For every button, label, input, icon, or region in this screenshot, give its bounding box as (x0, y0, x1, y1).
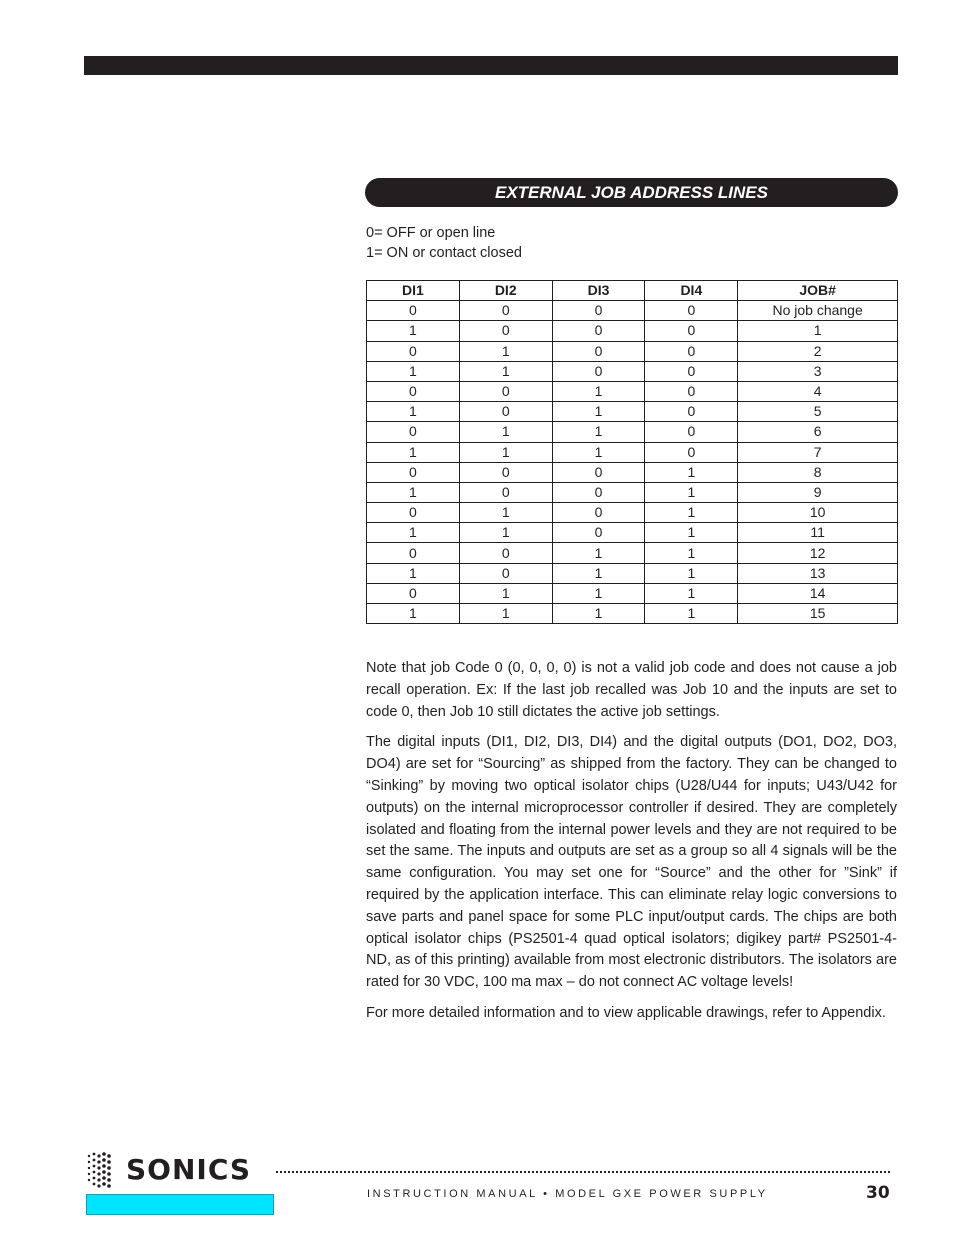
table-row (367, 321, 898, 341)
footer-dotted-rule (276, 1171, 890, 1173)
di1-cell: 0 (367, 583, 460, 603)
di1-cell: 0 (367, 381, 460, 401)
di2-cell: 1 (459, 503, 552, 523)
di1-cell: 0 (367, 503, 460, 523)
job-number-cell: 12 (738, 543, 898, 563)
di2-cell: 0 (459, 381, 552, 401)
table-row (367, 462, 898, 482)
table-row (367, 442, 898, 462)
di3-cell: 1 (552, 402, 645, 422)
legend (366, 224, 522, 263)
table-row (367, 543, 898, 563)
di4-cell: 1 (645, 563, 738, 583)
table-header-row (367, 281, 898, 301)
di1-cell: 1 (367, 442, 460, 462)
job-address-table (366, 280, 898, 624)
job-number-cell: 5 (738, 402, 898, 422)
job-number-cell: 8 (738, 462, 898, 482)
table-row (367, 583, 898, 603)
di2-cell: 1 (459, 422, 552, 442)
di1-cell: 1 (367, 604, 460, 624)
di1-cell: 1 (367, 563, 460, 583)
section-title: EXTERNAL JOB ADDRESS LINES (365, 178, 898, 207)
di1-cell: 1 (367, 321, 460, 341)
table-row (367, 341, 898, 361)
job-number-cell: 15 (738, 604, 898, 624)
di4-cell: 1 (645, 482, 738, 502)
di4-cell: 0 (645, 442, 738, 462)
job-number-cell: 10 (738, 503, 898, 523)
logo-text: SONICS (126, 1153, 252, 1186)
table-row (367, 563, 898, 583)
di3-cell: 0 (552, 462, 645, 482)
job-number-cell: 11 (738, 523, 898, 543)
di3-cell: 1 (552, 604, 645, 624)
table-row (367, 301, 898, 321)
di3-cell: 0 (552, 301, 645, 321)
legend-off-line: 0= OFF or open line (366, 225, 496, 241)
di3-cell: 1 (552, 543, 645, 563)
job-number-cell: 1 (738, 321, 898, 341)
page-number: 30 (866, 1183, 890, 1203)
paragraph-job-code-note: Note that job Code 0 (0, 0, 0, 0) is not a valid job code and does not cause a job recall operation. Ex: If the last job recalled was Job 10 and the inputs are set to code 0, then Job 10 still dictates the active job settings. (366, 660, 897, 720)
job-number-cell: 3 (738, 361, 898, 381)
di4-cell: 1 (645, 583, 738, 603)
job-number-cell: 7 (738, 442, 898, 462)
di4-cell: 1 (645, 543, 738, 563)
di1-cell: 0 (367, 301, 460, 321)
job-number-cell: 13 (738, 563, 898, 583)
di1-cell: 1 (367, 523, 460, 543)
paragraph-digital-io: The digital inputs (DI1, DI2, DI3, DI4) and the digital outputs (DO1, DO2, DO3, DO4) are set for “Sourcing” as shipped from the factory. They can be changed to “Sinking” by moving two optical isolator chips (U28/U44 for inputs; U43/U42 for outputs) on the internal microprocessor controller if desired. They are completely isolated and floating from the internal power levels and they are not required to be set the same. The inputs and outputs are set as a group so all 4 signals will be the same configuration. You may set one for “Source” and the other for ”Sink” if required by the application interface. This can eliminate relay logic conversions to save parts and panel space for some PLC input/output cards. The chips are both optical isolator chips (PS2501-4 quad optical isolators; digikey part# PS2501-4-ND, as of this printing) available from most electronic distributors. The isolators are rated for 30 VDC, 100 ma max – do not connect AC voltage levels! (366, 734, 897, 991)
di2-cell: 0 (459, 563, 552, 583)
di4-cell: 0 (645, 321, 738, 341)
di3-cell: 0 (552, 503, 645, 523)
table-row (367, 422, 898, 442)
di4-cell: 0 (645, 381, 738, 401)
di2-cell: 0 (459, 301, 552, 321)
di2-cell: 0 (459, 462, 552, 482)
di3-cell: 0 (552, 361, 645, 381)
di1-cell: 0 (367, 341, 460, 361)
di2-cell: 0 (459, 321, 552, 341)
di4-cell: 0 (645, 341, 738, 361)
footer-manual-title: INSTRUCTION MANUAL • MODEL GXE POWER SUPPLY (367, 1188, 768, 1200)
di2-cell: 1 (459, 523, 552, 543)
table-row (367, 604, 898, 624)
di3-cell: 1 (552, 422, 645, 442)
job-number-cell: 4 (738, 381, 898, 401)
sonics-logo (86, 1150, 276, 1190)
legend-on-line: 1= ON or contact closed (366, 244, 522, 261)
job-number-cell: 14 (738, 583, 898, 603)
di3-cell: 1 (552, 442, 645, 462)
table-row (367, 503, 898, 523)
di1-cell: 0 (367, 462, 460, 482)
di3-cell: 1 (552, 563, 645, 583)
di4-cell: 0 (645, 422, 738, 442)
job-number-cell: No job change (738, 301, 898, 321)
di1-cell: 1 (367, 482, 460, 502)
di4-cell: 0 (645, 402, 738, 422)
di2-cell: 0 (459, 482, 552, 502)
table-row (367, 361, 898, 381)
di3-cell: 0 (552, 523, 645, 543)
header-di1: DI1 (367, 281, 460, 301)
di2-cell: 1 (459, 361, 552, 381)
table-row (367, 523, 898, 543)
di4-cell: 0 (645, 361, 738, 381)
body-text (366, 658, 897, 1034)
table-row (367, 482, 898, 502)
di2-cell: 0 (459, 543, 552, 563)
di3-cell: 1 (552, 583, 645, 603)
table-body (367, 301, 898, 624)
di1-cell: 1 (367, 402, 460, 422)
di4-cell: 0 (645, 301, 738, 321)
di4-cell: 1 (645, 523, 738, 543)
di4-cell: 1 (645, 462, 738, 482)
di3-cell: 0 (552, 341, 645, 361)
di2-cell: 1 (459, 583, 552, 603)
job-number-cell: 2 (738, 341, 898, 361)
di4-cell: 1 (645, 503, 738, 523)
di2-cell: 1 (459, 341, 552, 361)
di4-cell: 1 (645, 604, 738, 624)
job-number-cell: 9 (738, 482, 898, 502)
di2-cell: 1 (459, 604, 552, 624)
table-row (367, 381, 898, 401)
header-di3: DI3 (552, 281, 645, 301)
di3-cell: 1 (552, 381, 645, 401)
di3-cell: 0 (552, 321, 645, 341)
table-row (367, 402, 898, 422)
di1-cell: 0 (367, 543, 460, 563)
di1-cell: 0 (367, 422, 460, 442)
header-bar (84, 56, 898, 75)
header-di2: DI2 (459, 281, 552, 301)
header-job: JOB# (738, 281, 898, 301)
di1-cell: 1 (367, 361, 460, 381)
footer-accent-bar (86, 1194, 274, 1215)
header-di4: DI4 (645, 281, 738, 301)
job-number-cell: 6 (738, 422, 898, 442)
di3-cell: 0 (552, 482, 645, 502)
logo-wave-icon (86, 1150, 122, 1188)
di2-cell: 1 (459, 442, 552, 462)
di2-cell: 0 (459, 402, 552, 422)
paragraph-appendix-reference: For more detailed information and to view applicable drawings, refer to Appendix. (366, 1004, 886, 1021)
